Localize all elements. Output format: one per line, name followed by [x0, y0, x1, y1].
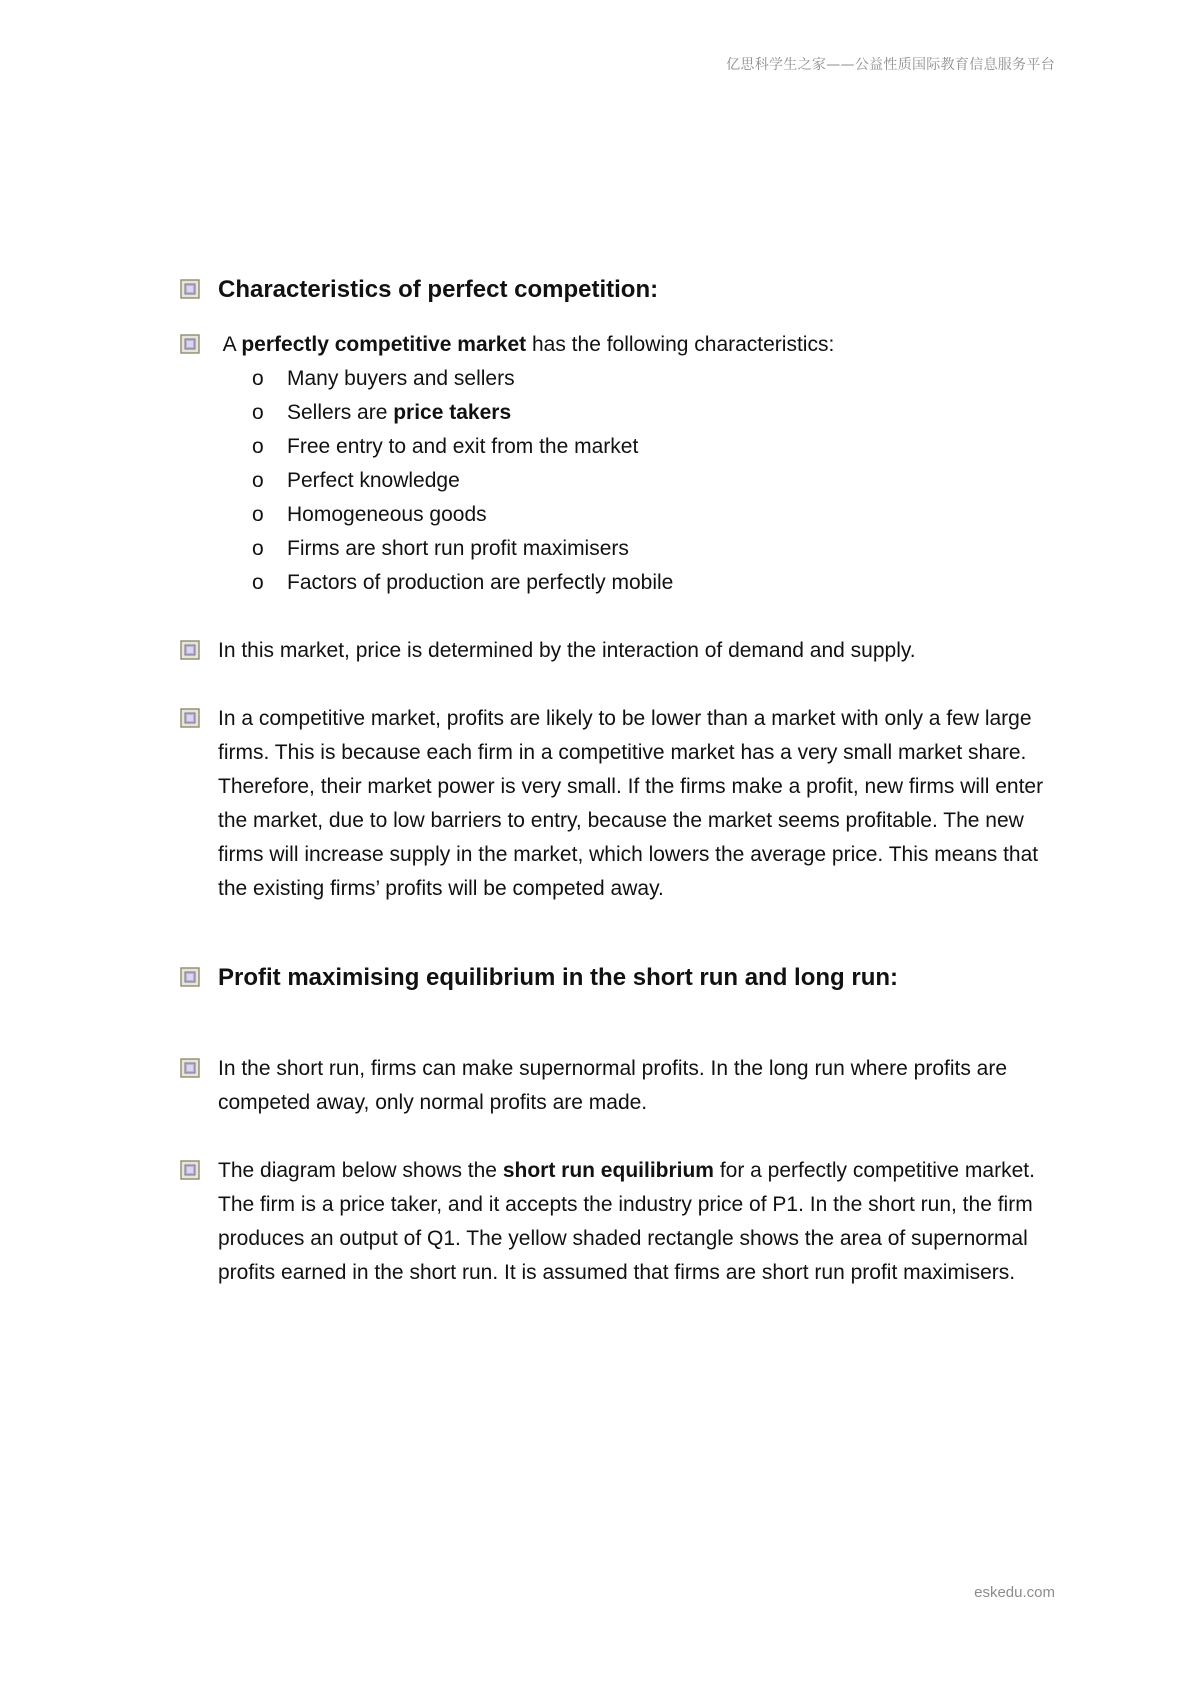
short-long-run-paragraph	[180, 1052, 1060, 1120]
section-heading-equilibrium	[180, 962, 1060, 994]
list-item	[252, 532, 1060, 566]
price-paragraph-text: In this market, price is determined by the interaction of demand and supply.	[218, 639, 916, 662]
price-paragraph	[180, 634, 1060, 668]
section-heading-text: Profit maximising equilibrium in the short run and long run:	[218, 964, 899, 991]
section-heading-characteristics	[180, 274, 1060, 306]
circle-bullet-icon: o	[252, 367, 264, 390]
list-item	[252, 396, 1060, 430]
list-item-text: Many buyers and sellers	[287, 367, 515, 390]
list-item-text: Factors of production are perfectly mobile	[287, 571, 674, 594]
list-item	[252, 498, 1060, 532]
framed-square-bullet-icon	[180, 334, 200, 354]
document-body	[180, 274, 1060, 1290]
list-item-text: Perfect knowledge	[287, 469, 460, 492]
intro-text-bold: perfectly competitive market	[241, 333, 527, 356]
characteristics-list	[180, 362, 1060, 600]
list-item	[252, 566, 1060, 600]
list-item	[252, 430, 1060, 464]
circle-bullet-icon: o	[252, 503, 264, 526]
list-item-text: Sellers are	[287, 401, 394, 424]
page-header: 亿思科学生之家——公益性质国际教育信息服务平台	[726, 57, 1055, 73]
intro-text-post: has the following characteristics:	[526, 333, 835, 356]
framed-square-bullet-icon	[180, 640, 200, 660]
circle-bullet-icon: o	[252, 469, 264, 492]
framed-square-bullet-icon	[180, 708, 200, 728]
short-long-run-text: In the short run, firms can make supernormal profits. In the long run where profits are competed away, only normal profits are made.	[218, 1057, 1008, 1114]
list-item	[252, 362, 1060, 396]
list-item-text: Homogeneous goods	[287, 503, 487, 526]
list-item-text: Free entry to and exit from the market	[287, 435, 639, 458]
list-item-text: Firms are short run profit maximisers	[287, 537, 629, 560]
framed-square-bullet-icon	[180, 279, 200, 299]
profits-paragraph-text: In a competitive market, profits are likely to be lower than a market with only a few large firms. This is because each firm in a competitive market has a very small market share. Therefore, their market power is very small. If the firms make a profit, new firms will enter the market, due to low barriers to entry, because the market seems profitable. The new firms will increase supply in the market, which lowers the average price. This means that the existing firms’ profits will be competed away.	[218, 707, 1044, 900]
profits-paragraph	[180, 702, 1060, 906]
circle-bullet-icon: o	[252, 537, 264, 560]
list-item-bold: price takers	[393, 401, 512, 424]
framed-square-bullet-icon	[180, 967, 200, 987]
list-item	[252, 464, 1060, 498]
diagram-paragraph	[180, 1154, 1060, 1290]
page-footer: eskedu.com	[974, 1584, 1055, 1601]
diagram-text-post: for a perfectly competitive market. The firm is a price taker, and it accepts the industry price of P1. In the short run, the firm produces an output of Q1. The yellow shaded rectangle shows the area of supernormal profits earned in the short run. It is assumed that firms are short run profit maximisers.	[218, 1159, 1035, 1284]
intro-text-pre: A	[218, 333, 242, 356]
diagram-text-pre: The diagram below shows the	[218, 1159, 503, 1182]
section-heading-text: Characteristics of perfect competition:	[218, 276, 659, 303]
framed-square-bullet-icon	[180, 1058, 200, 1078]
circle-bullet-icon: o	[252, 435, 264, 458]
circle-bullet-icon: o	[252, 571, 264, 594]
framed-square-bullet-icon	[180, 1160, 200, 1180]
intro-paragraph	[180, 328, 1060, 362]
circle-bullet-icon: o	[252, 401, 264, 424]
diagram-text-bold: short run equilibrium	[502, 1159, 714, 1182]
